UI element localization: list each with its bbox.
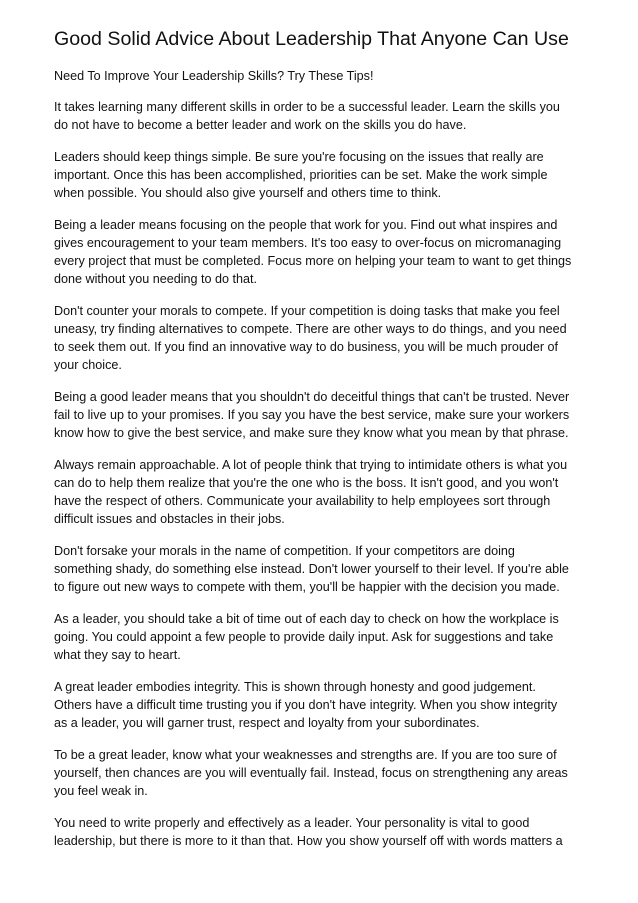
paragraph-line: know how to give the best service, and make sure they know what you mean by that phrase. [54,426,569,440]
paragraph-line: Don't forsake your morals in the name of competition. If your competitors are doing [54,544,515,558]
body-paragraph [54,302,588,374]
paragraph-line: to figure out new ways to compete with them, you'll be happier with the decision you made. [54,580,560,594]
paragraph-line: what they say to heart. [54,648,181,662]
paragraph-line: difficult issues and obstacles in their jobs. [54,512,285,526]
document-body [54,98,588,850]
paragraph-line: your choice. [54,358,122,372]
body-paragraph [54,542,588,596]
body-paragraph [54,148,588,202]
paragraph-line: You need to write properly and effectively as a leader. Your personality is vital to good [54,816,530,830]
paragraph-line: do not have to become a better leader and work on the skills you do have. [54,118,467,132]
document-subtitle: Need To Improve Your Leadership Skills? Try These Tips! [54,69,374,83]
body-paragraph [54,456,588,528]
paragraph-line: A great leader embodies integrity. This is shown through honesty and good judgement. [54,680,536,694]
paragraph-line: uneasy, try finding alternatives to compete. There are other ways to do things, and you need [54,322,567,336]
paragraph-line: you feel weak in. [54,784,148,798]
paragraph-line: Always remain approachable. A lot of people think that trying to intimidate others is what you [54,458,568,472]
document-title: Good Solid Advice About Leadership That Anyone Can Use [54,28,569,50]
paragraph-line: going. You could appoint a few people to provide daily input. Ask for suggestions and take [54,630,554,644]
paragraph-line: fail to live up to your promises. If you say you have the best service, make sure your workers [54,408,570,422]
paragraph-line: Don't counter your morals to compete. If your competition is doing tasks that make you feel [54,304,560,318]
document-page [54,26,588,864]
body-paragraph [54,746,588,800]
paragraph-line: Being a good leader means that you shouldn't do deceitful things that can't be trusted. Never [54,390,570,404]
paragraph-line: gives encouragement to your team members. It's too easy to over-focus on micromanaging [54,236,562,250]
body-paragraph [54,678,588,732]
paragraph-line: Others have a difficult time trusting you if you don't have integrity. When you show integrity [54,698,558,712]
paragraph-line: something shady, do something else instead. Don't lower yourself to their level. If you're able [54,562,569,576]
paragraph-line: can do to help them realize that you're the one who is the boss. It isn't good, and you won't [54,476,559,490]
paragraph-line: yourself, then chances are you will eventually fail. Instead, focus on strengthening any areas [54,766,568,780]
paragraph-line: To be a great leader, know what your weaknesses and strengths are. If you are too sure of [54,748,557,762]
paragraph-line: have the respect of others. Communicate your availability to help employees sort through [54,494,551,508]
body-paragraph [54,814,588,850]
body-paragraph [54,216,588,288]
paragraph-line: as a leader, you will garner trust, respect and loyalty from your subordinates. [54,716,480,730]
paragraph-line: Leaders should keep things simple. Be sure you're focusing on the issues that really are [54,150,544,164]
paragraph-line: important. Once this has been accomplished, priorities can be set. Make the work simple [54,168,548,182]
body-paragraph [54,98,588,134]
paragraph-line: Being a leader means focusing on the people that work for you. Find out what inspires and [54,218,558,232]
paragraph-line: As a leader, you should take a bit of time out of each day to check on how the workplace is [54,612,559,626]
paragraph-line: It takes learning many different skills in order to be a successful leader. Learn the skills you [54,100,560,114]
paragraph-line: leadership, but there is more to it than that. How you show yourself off with words matters a [54,834,563,848]
paragraph-line: when possible. You should also give yourself and others time to think. [54,186,442,200]
body-paragraph [54,610,588,664]
paragraph-line: every project that must be completed. Focus more on helping your team to want to get things [54,254,572,268]
body-paragraph [54,388,588,442]
paragraph-line: done without you needing to do that. [54,272,258,286]
paragraph-line: to seek them out. If you find an innovative way to do business, you will be much prouder of [54,340,559,354]
